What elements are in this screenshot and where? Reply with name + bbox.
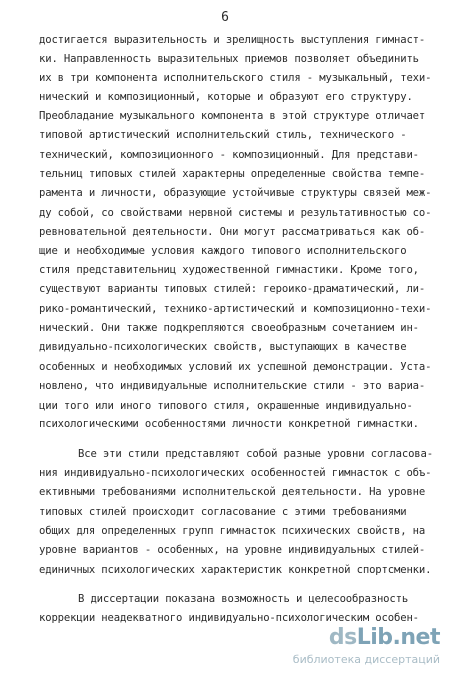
- text-line: новлено, что индивидуальные исполнительские стили - это вариа-: [39, 380, 426, 392]
- text-line: В диссертации показана возможность и целесообразность: [78, 593, 409, 605]
- text-line: нический. Они также подкрепляются своеобразным сочетанием ин-: [39, 322, 419, 334]
- watermark-logo-prefix: ds: [328, 625, 357, 650]
- text-line: единичных психологических характеристик конкретной спортсменки.: [39, 564, 432, 576]
- text-line: психологическими особенностями личности конкретной гимнастки.: [39, 418, 419, 430]
- text-line: Все эти стили представляют собой разные уровни согласова-: [78, 448, 433, 460]
- text-line: особенных и необходимых условий их успешной демонстрации. Уста-: [39, 361, 432, 373]
- text-line: технический, композиционного - композиционный. Для представи-: [39, 149, 419, 161]
- text-line: типовых стилей происходит согласование с этими требованиями: [39, 506, 407, 518]
- text-line: общих для определенных групп гимнасток психических свойств, на: [39, 525, 426, 537]
- text-line: достигается выразительность и зрелищность выступления гимнаст-: [39, 34, 426, 46]
- text-line: уровне вариантов - особенных, на уровне индивидуальных стилей-: [39, 544, 426, 556]
- text-line: ния индивидуально-психологических особенностей гимнасток с объ-: [39, 467, 432, 479]
- text-line: нический и композиционный, которые и образуют его структуру.: [39, 91, 413, 103]
- text-line: Преобладание музыкального компонента в этой структуре отличает: [39, 110, 426, 122]
- text-line: коррекции неадекватного индивидуально-психологическим особен-: [39, 612, 419, 624]
- text-line: рамента и личности, образующие устойчивые структуры связей меж-: [39, 187, 432, 199]
- text-line: ки. Направленность выразительных приемов позволяет объединить: [39, 53, 419, 65]
- watermark: [270, 625, 440, 671]
- text-line: рико-романтический, технико-артистический и композиционно-техи-: [39, 303, 432, 315]
- text-line: тельниц типовых стилей характерны определенные свойства темпе-: [39, 168, 426, 180]
- text-line: ду собой, со свойствами нервной системы и результативностью со-: [39, 207, 432, 219]
- text-line: стиля представительниц художественной гимнастики. Кроме того,: [39, 264, 419, 276]
- watermark-logo: [329, 625, 440, 650]
- text-line: ции того или иного типового стиля, окрашенные индивидуально-: [39, 400, 413, 412]
- text-line: их в три компонента исполнительского стиля - музыкальный, техи-: [39, 72, 432, 84]
- text-line: типовой артистический исполнительский стиль, технического -: [39, 129, 407, 141]
- text-line: щие и необходимые условия каждого типового исполнительского: [39, 245, 407, 257]
- text-line: существуют варианты типовых стилей: героико-драматический, ли-: [39, 283, 426, 295]
- text-line: ективными требованиями исполнительской деятельности. На уровне: [39, 486, 426, 498]
- watermark-logo-suffix: Lib.net: [356, 625, 440, 650]
- text-line: ревновательной деятельности. Они могут рассматриваться как об-: [39, 226, 426, 238]
- text-line: дивидуально-психологических свойств, выступающих в качестве: [39, 341, 407, 353]
- page-number: 6: [221, 10, 229, 25]
- watermark-caption: библиотека диссертаций: [292, 653, 440, 666]
